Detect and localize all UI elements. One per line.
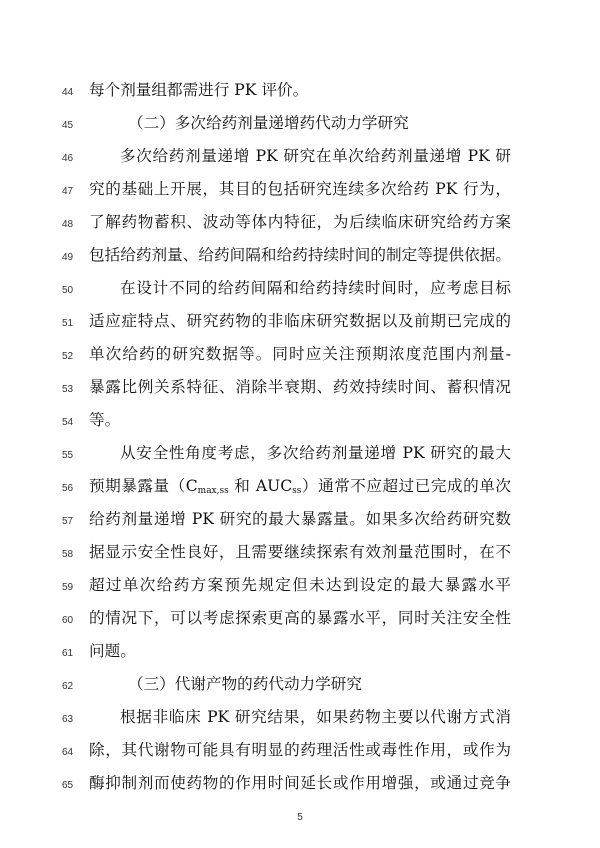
line-number: 56 <box>62 483 74 494</box>
line-text: 给药剂量递增 PK 研究的最大暴露量。如果多次给药研究数 <box>89 510 511 528</box>
line-number: 65 <box>62 780 74 791</box>
text-line <box>0 474 600 508</box>
line-text: 多次给药剂量递增 PK 研究在单次给药剂量递增 PK 研 <box>120 147 511 165</box>
text-line <box>0 408 600 442</box>
line-text: 每个剂量组都需进行 PK 评价。 <box>89 81 309 99</box>
text-after: ）通常不应超过已完成的单次 <box>301 477 511 495</box>
heading-text: （二）多次给药剂量递增药代动力学研究 <box>128 114 409 132</box>
line-number: 52 <box>62 351 74 362</box>
line-number: 62 <box>62 681 74 692</box>
line-text: 包括给药剂量、给药间隔和给药持续时间的制定等提供依据。 <box>89 246 511 264</box>
line-text: 究的基础上开展，其目的包括研究连续多次给药 PK 行为， <box>89 180 511 198</box>
text-middle: 和 AUC <box>228 477 293 495</box>
text-line <box>0 705 600 739</box>
line-number: 44 <box>62 87 74 98</box>
line-text: 据显示安全性良好，且需要继续探索有效剂量范围时，在不 <box>89 543 511 561</box>
text-line <box>0 441 600 475</box>
text-before: 预期暴露量（C <box>89 477 198 495</box>
line-number: 51 <box>62 318 74 329</box>
line-number: 50 <box>62 285 74 296</box>
text-line <box>0 639 600 673</box>
line-text: 除，其代谢物可能具有明显的药理活性或毒性作用，或作为 <box>89 741 511 759</box>
text-line <box>0 210 600 244</box>
section-heading <box>0 672 600 706</box>
text-line <box>0 78 600 112</box>
line-text: 根据非临床 PK 研究结果，如果药物主要以代谢方式消 <box>120 708 511 726</box>
line-number: 47 <box>62 186 74 197</box>
text-line <box>0 276 600 310</box>
line-text: 了解药物蓄积、波动等体内特征，为后续临床研究给药方案 <box>89 213 511 231</box>
page-number: 5 <box>297 812 303 823</box>
line-text: 问题。 <box>89 642 136 660</box>
line-text: 从安全性角度考虑，多次给药剂量递增 PK 研究的最大 <box>120 444 511 462</box>
line-text: 酶抑制剂而使药物的作用时间延长或作用增强，或通过竞争 <box>89 774 511 792</box>
line-text <box>89 474 511 498</box>
text-line <box>0 144 600 178</box>
line-number: 59 <box>62 582 74 593</box>
heading-text: （三）代谢产物的药代动力学研究 <box>128 675 362 693</box>
line-number: 53 <box>62 384 74 395</box>
line-number: 64 <box>62 747 74 758</box>
line-text: 在设计不同的给药间隔和给药持续时间时，应考虑目标 <box>120 279 511 297</box>
text-line <box>0 771 600 805</box>
text-line <box>0 342 600 376</box>
line-text: 的情况下，可以考虑探索更高的暴露水平，同时关注安全性 <box>89 609 511 627</box>
line-number: 54 <box>62 417 74 428</box>
line-number: 60 <box>62 615 74 626</box>
subscript-max-ss: max,ss <box>197 486 229 496</box>
text-line <box>0 177 600 211</box>
line-number: 63 <box>62 714 74 725</box>
line-number: 61 <box>62 648 74 659</box>
line-text: 单次给药的研究数据等。同时应关注预期浓度范围内剂量- <box>89 345 511 363</box>
text-line <box>0 375 600 409</box>
subscript-ss: ss <box>292 486 302 496</box>
line-number: 55 <box>62 450 74 461</box>
text-line <box>0 309 600 343</box>
text-line <box>0 738 600 772</box>
text-line <box>0 507 600 541</box>
line-number: 46 <box>62 153 74 164</box>
line-number: 58 <box>62 549 74 560</box>
line-text: 超过单次给药方案预先规定但未达到设定的最大暴露水平 <box>89 576 511 594</box>
line-number: 45 <box>62 120 74 131</box>
section-heading <box>0 111 600 145</box>
line-text: 适应症特点、研究药物的非临床研究数据以及前期已完成的 <box>89 312 511 330</box>
line-number: 48 <box>62 219 74 230</box>
text-line <box>0 573 600 607</box>
line-number: 49 <box>62 252 74 263</box>
line-number: 57 <box>62 516 74 527</box>
text-line <box>0 606 600 640</box>
text-line <box>0 540 600 574</box>
line-text: 等。 <box>89 411 121 429</box>
line-text: 暴露比例关系特征、消除半衰期、药效持续时间、蓄积情况 <box>89 378 511 396</box>
text-line <box>0 243 600 277</box>
